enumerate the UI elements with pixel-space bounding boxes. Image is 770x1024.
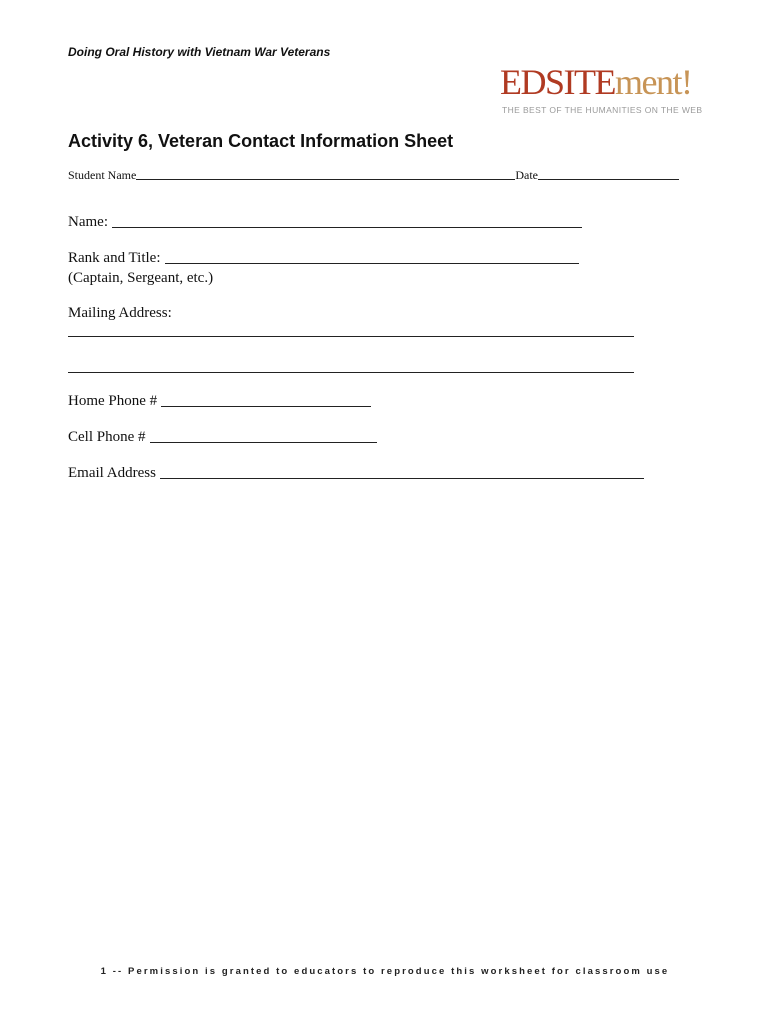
rank-row xyxy=(68,250,579,267)
email-label: Email Address xyxy=(68,465,156,481)
home-phone-blank[interactable] xyxy=(161,405,371,407)
rank-hint: (Captain, Sergeant, etc.) xyxy=(68,270,214,286)
cell-phone-label: Cell Phone # xyxy=(68,429,146,445)
student-name-row xyxy=(68,168,679,183)
mailing-address-line-1[interactable] xyxy=(68,336,634,337)
student-name-blank[interactable] xyxy=(136,178,515,180)
running-header: Doing Oral History with Vietnam War Veterans xyxy=(68,45,331,59)
mailing-label: Mailing Address: xyxy=(68,305,172,321)
student-name-label: Student Name xyxy=(68,168,137,182)
edsitement-logo xyxy=(500,62,705,122)
name-row xyxy=(68,214,582,231)
date-label: Date xyxy=(515,168,538,182)
rank-blank[interactable] xyxy=(165,262,579,264)
mailing-address-line-2[interactable] xyxy=(68,372,634,373)
page-title: Activity 6, Veteran Contact Information Sheet xyxy=(68,131,454,151)
home-phone-label: Home Phone # xyxy=(68,393,158,409)
date-blank[interactable] xyxy=(538,178,679,180)
rank-label: Rank and Title: xyxy=(68,250,161,266)
cell-phone-blank[interactable] xyxy=(150,441,377,443)
name-blank[interactable] xyxy=(112,226,582,228)
name-label: Name: xyxy=(68,214,108,230)
page-footer: 1 -- Permission is granted to educators to reproduce this worksheet for classroom use xyxy=(100,966,670,977)
logo-wordmark-secondary: ment! xyxy=(614,62,692,102)
email-row xyxy=(68,465,644,482)
logo-wordmark xyxy=(500,62,691,102)
cell-phone-row xyxy=(68,429,377,446)
logo-tagline: THE BEST OF THE HUMANITIES ON THE WEB xyxy=(502,105,703,115)
logo-wordmark-primary: EDSITE xyxy=(500,62,615,102)
email-blank[interactable] xyxy=(160,477,644,479)
home-phone-row xyxy=(68,393,371,410)
